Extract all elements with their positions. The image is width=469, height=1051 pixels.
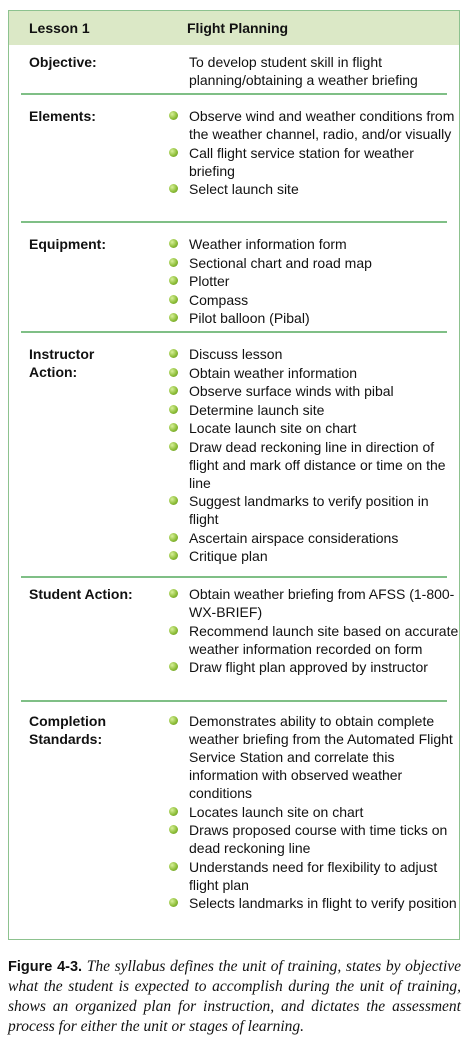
list-item-text: Obtain weather information <box>189 364 358 381</box>
list-item-text: Recommend launch site based on accurate weather information recorded on form <box>189 622 459 657</box>
list-item-text: Selects landmarks in flight to verify position <box>189 895 457 911</box>
completion-standards-label <box>29 712 159 748</box>
list-item-text: Sectional chart and road map <box>189 254 372 271</box>
student-action-label: Student Action: <box>29 586 133 602</box>
list-item-text: Compass <box>189 291 249 308</box>
bullet-icon <box>169 148 178 157</box>
list-item <box>168 254 460 272</box>
list-item-text: Select launch site <box>189 181 299 197</box>
bullet-icon <box>169 716 178 725</box>
list-item-text: Pilot balloon (Pibal) <box>189 310 310 326</box>
instructor-action-label-line2: Action: <box>29 364 78 380</box>
instructor-action-content <box>168 345 460 566</box>
list-item <box>168 438 460 492</box>
list-item <box>168 291 460 309</box>
bullet-icon <box>169 626 178 635</box>
list-item <box>168 894 460 912</box>
list-item <box>168 821 460 857</box>
student-action-list <box>168 585 460 676</box>
elements-list <box>168 107 460 198</box>
bullet-icon <box>169 184 178 193</box>
bullet-icon <box>169 295 178 304</box>
list-item <box>168 658 460 676</box>
bullet-icon <box>169 349 178 358</box>
caption-text: The syllabus defines the unit of training, states by objective what the student is expected to accomplish during the unit of training, shows an organized plan for instruction, and dictates the assessment process for either the unit or stages of learning. <box>8 958 462 1035</box>
instructor-action-label <box>29 345 159 381</box>
list-item <box>168 529 460 547</box>
list-item <box>168 712 460 802</box>
completion-standards-list <box>168 712 460 912</box>
divider <box>21 93 447 95</box>
list-item <box>168 364 460 382</box>
bullet-icon <box>169 368 178 377</box>
list-item-text: Determine launch site <box>189 401 325 418</box>
objective-text: To develop student skill in flight planning/obtaining a weather briefing <box>189 54 418 88</box>
list-item-text: Observe surface winds with pibal <box>189 383 394 399</box>
list-item-text: Call flight service station for weather briefing <box>189 144 414 179</box>
header-topic: Flight Planning <box>187 20 289 36</box>
list-item-text: Plotter <box>189 273 230 289</box>
equipment-content <box>168 235 460 328</box>
instructor-action-label-line1: Instructor <box>29 346 95 362</box>
list-item <box>168 272 460 290</box>
list-item <box>168 803 460 821</box>
completion-standards-content <box>168 712 460 913</box>
objective-label: Objective: <box>29 54 97 70</box>
list-item-text: Weather information form <box>189 236 347 252</box>
list-item <box>168 107 460 143</box>
figure-caption <box>8 957 461 1037</box>
table-header <box>9 11 459 45</box>
list-item-text: Understands need for flexibility to adjust flight plan <box>189 858 438 893</box>
list-item <box>168 309 460 327</box>
bullet-icon <box>169 807 178 816</box>
list-item <box>168 345 460 363</box>
divider <box>21 576 447 578</box>
student-action-content <box>168 585 460 677</box>
list-item <box>168 235 460 253</box>
list-item <box>168 144 460 180</box>
bullet-icon <box>169 276 178 285</box>
figure-label: Figure 4-3. <box>8 959 83 975</box>
list-item <box>168 585 460 621</box>
bullet-icon <box>169 386 178 395</box>
bullet-icon <box>169 825 178 834</box>
equipment-label: Equipment: <box>29 236 106 252</box>
bullet-icon <box>169 442 178 451</box>
elements-content <box>168 107 460 199</box>
bullet-icon <box>169 496 178 505</box>
list-item <box>168 858 460 894</box>
equipment-list <box>168 235 460 327</box>
list-item <box>168 622 460 658</box>
bullet-icon <box>169 405 178 414</box>
divider <box>21 331 447 333</box>
syllabus-table <box>8 10 460 940</box>
list-item-text: Observe wind and weather conditions from the weather channel, radio, and/or visually <box>189 108 455 142</box>
completion-standards-label-line2: Standards: <box>29 731 103 747</box>
list-item <box>168 547 460 565</box>
list-item <box>168 492 460 528</box>
bullet-icon <box>169 258 178 267</box>
list-item-text: Locates launch site on chart <box>189 803 364 820</box>
list-item-text: Ascertain airspace considerations <box>189 529 399 546</box>
bullet-icon <box>169 551 178 560</box>
list-item-text: Draw dead reckoning line in direction of flight and mark off distance or time on the line <box>189 438 446 491</box>
divider <box>21 700 447 702</box>
list-item-text: Draw flight plan approved by instructor <box>189 659 428 675</box>
list-item <box>168 419 460 437</box>
bullet-icon <box>169 111 178 120</box>
list-item-text: Suggest landmarks to verify position in flight <box>189 493 429 527</box>
list-item-text: Locate launch site on chart <box>189 420 357 436</box>
elements-label: Elements: <box>29 108 96 124</box>
list-item <box>168 180 460 198</box>
completion-standards-label-line1: Completion <box>29 713 106 729</box>
bullet-icon <box>169 533 178 542</box>
bullet-icon <box>169 423 178 432</box>
list-item <box>168 401 460 419</box>
list-item <box>168 382 460 400</box>
bullet-icon <box>169 313 178 322</box>
divider <box>21 221 447 223</box>
bullet-icon <box>169 862 178 871</box>
bullet-icon <box>169 898 178 907</box>
list-item-text: Draws proposed course with time ticks on dead reckoning line <box>189 822 448 856</box>
list-item-text: Obtain weather briefing from AFSS (1-800-WX-BRIEF) <box>189 586 455 620</box>
objective-content <box>168 53 460 89</box>
bullet-icon <box>169 239 178 248</box>
bullet-icon <box>169 589 178 598</box>
list-item-text: Discuss lesson <box>189 346 283 362</box>
list-item-text: Critique plan <box>189 548 268 564</box>
bullet-icon <box>169 662 178 671</box>
header-lesson: Lesson 1 <box>29 20 90 36</box>
list-item-text: Demonstrates ability to obtain complete weather briefing from the Automated Flight Service Station and correlate this information with observed weather conditions <box>189 713 453 801</box>
instructor-action-list <box>168 345 460 565</box>
